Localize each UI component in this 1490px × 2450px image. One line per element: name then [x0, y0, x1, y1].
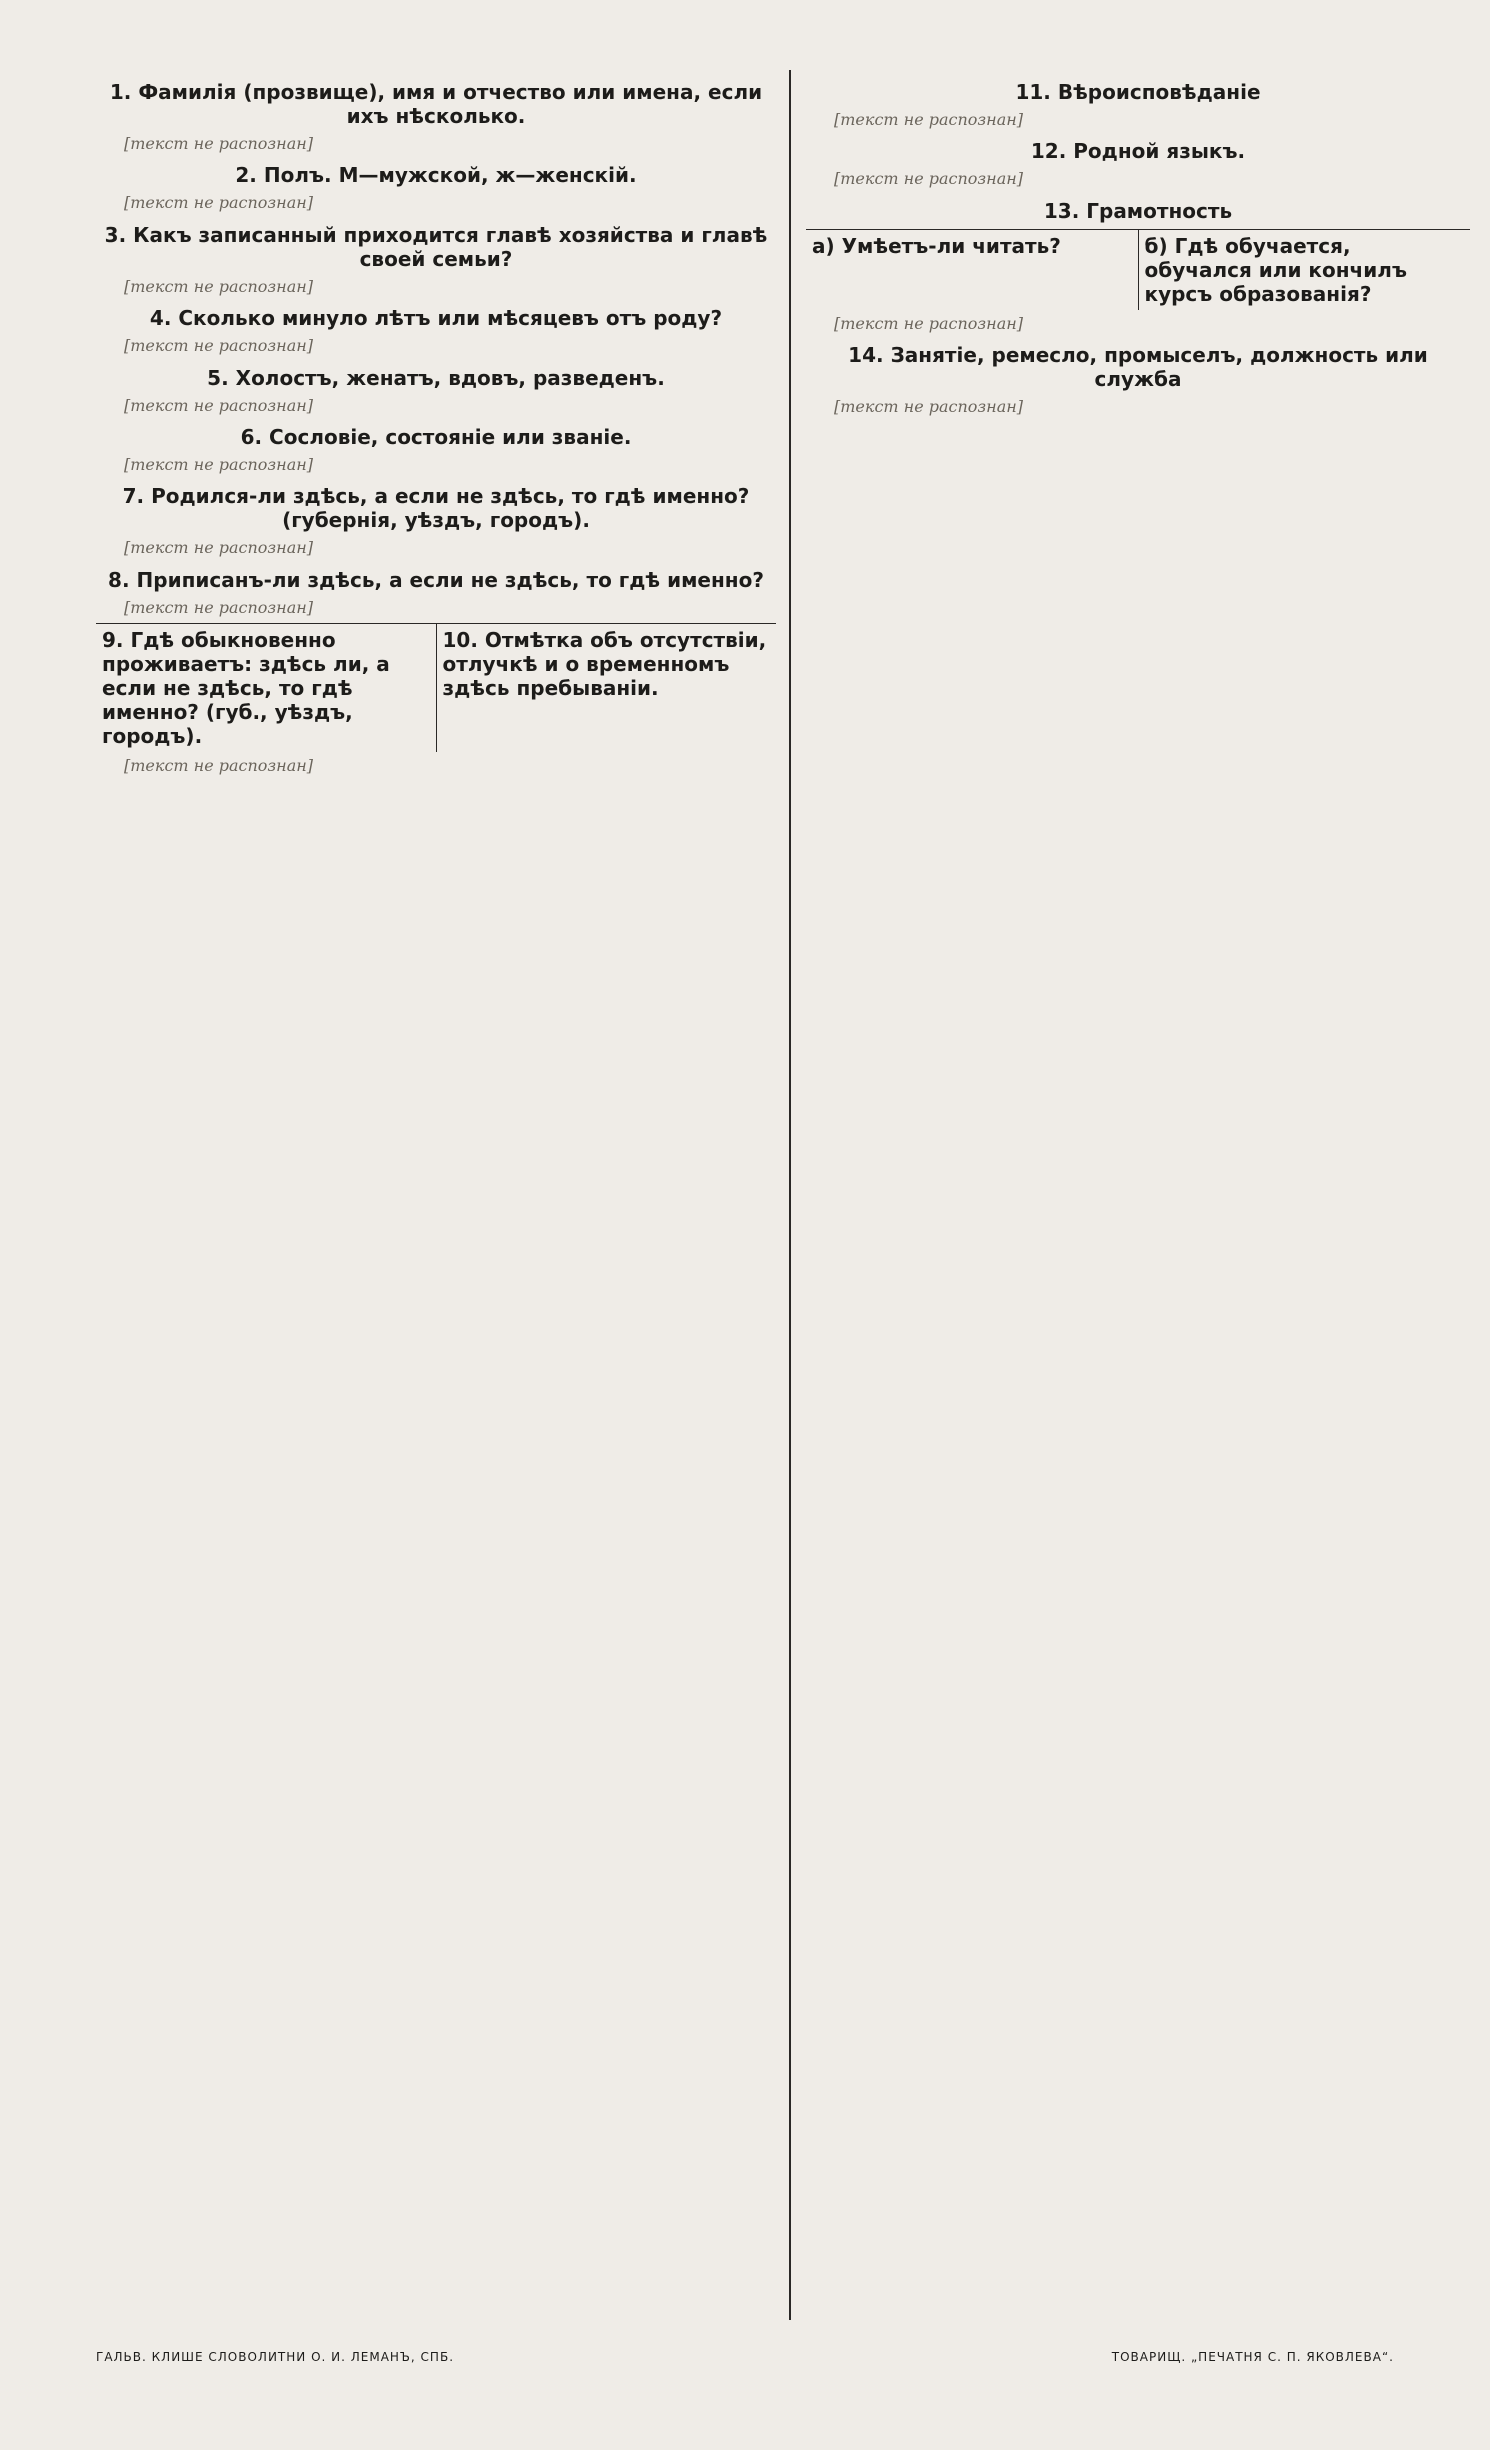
left-body-1: [текст не распознан]	[124, 193, 314, 213]
right-heading-10: 14. Занятіе, ремесло, промыселъ, должность или служба	[848, 343, 1428, 392]
left-heading-6: 7. Родился-ли здѣсь, а если не здѣсь, то гдѣ именно? (губернія, уѣздъ, городъ).	[122, 484, 750, 533]
left-body-6: [текст не распознан]	[124, 538, 314, 558]
right-heading-0: 11. Вѣроисповѣданіе	[1015, 80, 1261, 104]
right-split-b: б) Гдѣ обучается, обучался или кончилъ курсъ образованія?	[1138, 230, 1471, 310]
sheet	[96, 70, 1470, 2370]
left-split-b: 10. Отмѣтка объ отсутствіи, отлучкѣ и о временномъ здѣсь пребываніи.	[436, 624, 777, 752]
left-split-heading	[96, 623, 776, 752]
right-body-1: [текст не распознан]	[834, 169, 1024, 189]
left-heading-3: 4. Сколько минуло лѣтъ или мѣсяцевъ отъ роду?	[149, 306, 723, 331]
left-split-body: [текст не распознан]	[124, 756, 314, 776]
left-heading-1: 2. Полъ. М—мужской, ж—женскій.	[235, 163, 637, 188]
right-heading-2: 13. Грамотность	[1043, 198, 1233, 223]
right-split-a: а) Умѣетъ-ли читать?	[812, 233, 1061, 258]
left-heading-7: 8. Приписанъ-ли здѣсь, а если не здѣсь, то гдѣ именно?	[108, 567, 764, 592]
left-body-2: [текст не распознан]	[124, 276, 314, 296]
left-split-a: 9. Гдѣ обыкновенно проживаетъ: здѣсь ли, а если не здѣсь, то гдѣ именно? (губ., уѣздъ, городъ).	[102, 628, 390, 749]
footer-left: ГАЛЬВ. КЛИШЕ СЛОВОЛИТНИ О. И. ЛЕМАНЪ, СПБ.	[96, 2350, 455, 2364]
column-divider	[789, 70, 791, 2320]
left-heading-2: 3. Какъ записанный приходится главѣ хозяйства и главѣ своей семьи?	[104, 222, 768, 271]
right-body-0: [текст не распознан]	[834, 110, 1024, 129]
right-split-body: [текст не распознан]	[834, 313, 1024, 333]
left-heading-5: 6. Сословіе, состояніе или званіе.	[240, 425, 632, 450]
left-body-3: [текст не распознан]	[124, 336, 314, 356]
footer-right: ТОВАРИЩ. „ПЕЧАТНЯ С. П. ЯКОВЛЕВА“.	[1111, 2350, 1394, 2364]
left-body-0: [текст не распознан]	[124, 134, 314, 153]
left-body-4: [текст не распознан]	[124, 395, 314, 415]
right-heading-1: 12. Родной языкъ.	[1030, 139, 1246, 164]
left-heading-0: 1. Фамилія (прозвище), имя и отчество или имена, если ихъ нѣсколько.	[109, 80, 763, 128]
right-body-10: [текст не распознан]	[834, 397, 1024, 417]
right-split-heading	[806, 229, 1470, 310]
left-body-7: [текст не распознан]	[124, 597, 314, 617]
right-column	[806, 70, 1470, 2340]
left-column	[96, 70, 776, 2340]
left-heading-4: 5. Холостъ, женатъ, вдовъ, разведенъ.	[207, 365, 665, 390]
left-body-5: [текст не распознан]	[124, 455, 314, 475]
